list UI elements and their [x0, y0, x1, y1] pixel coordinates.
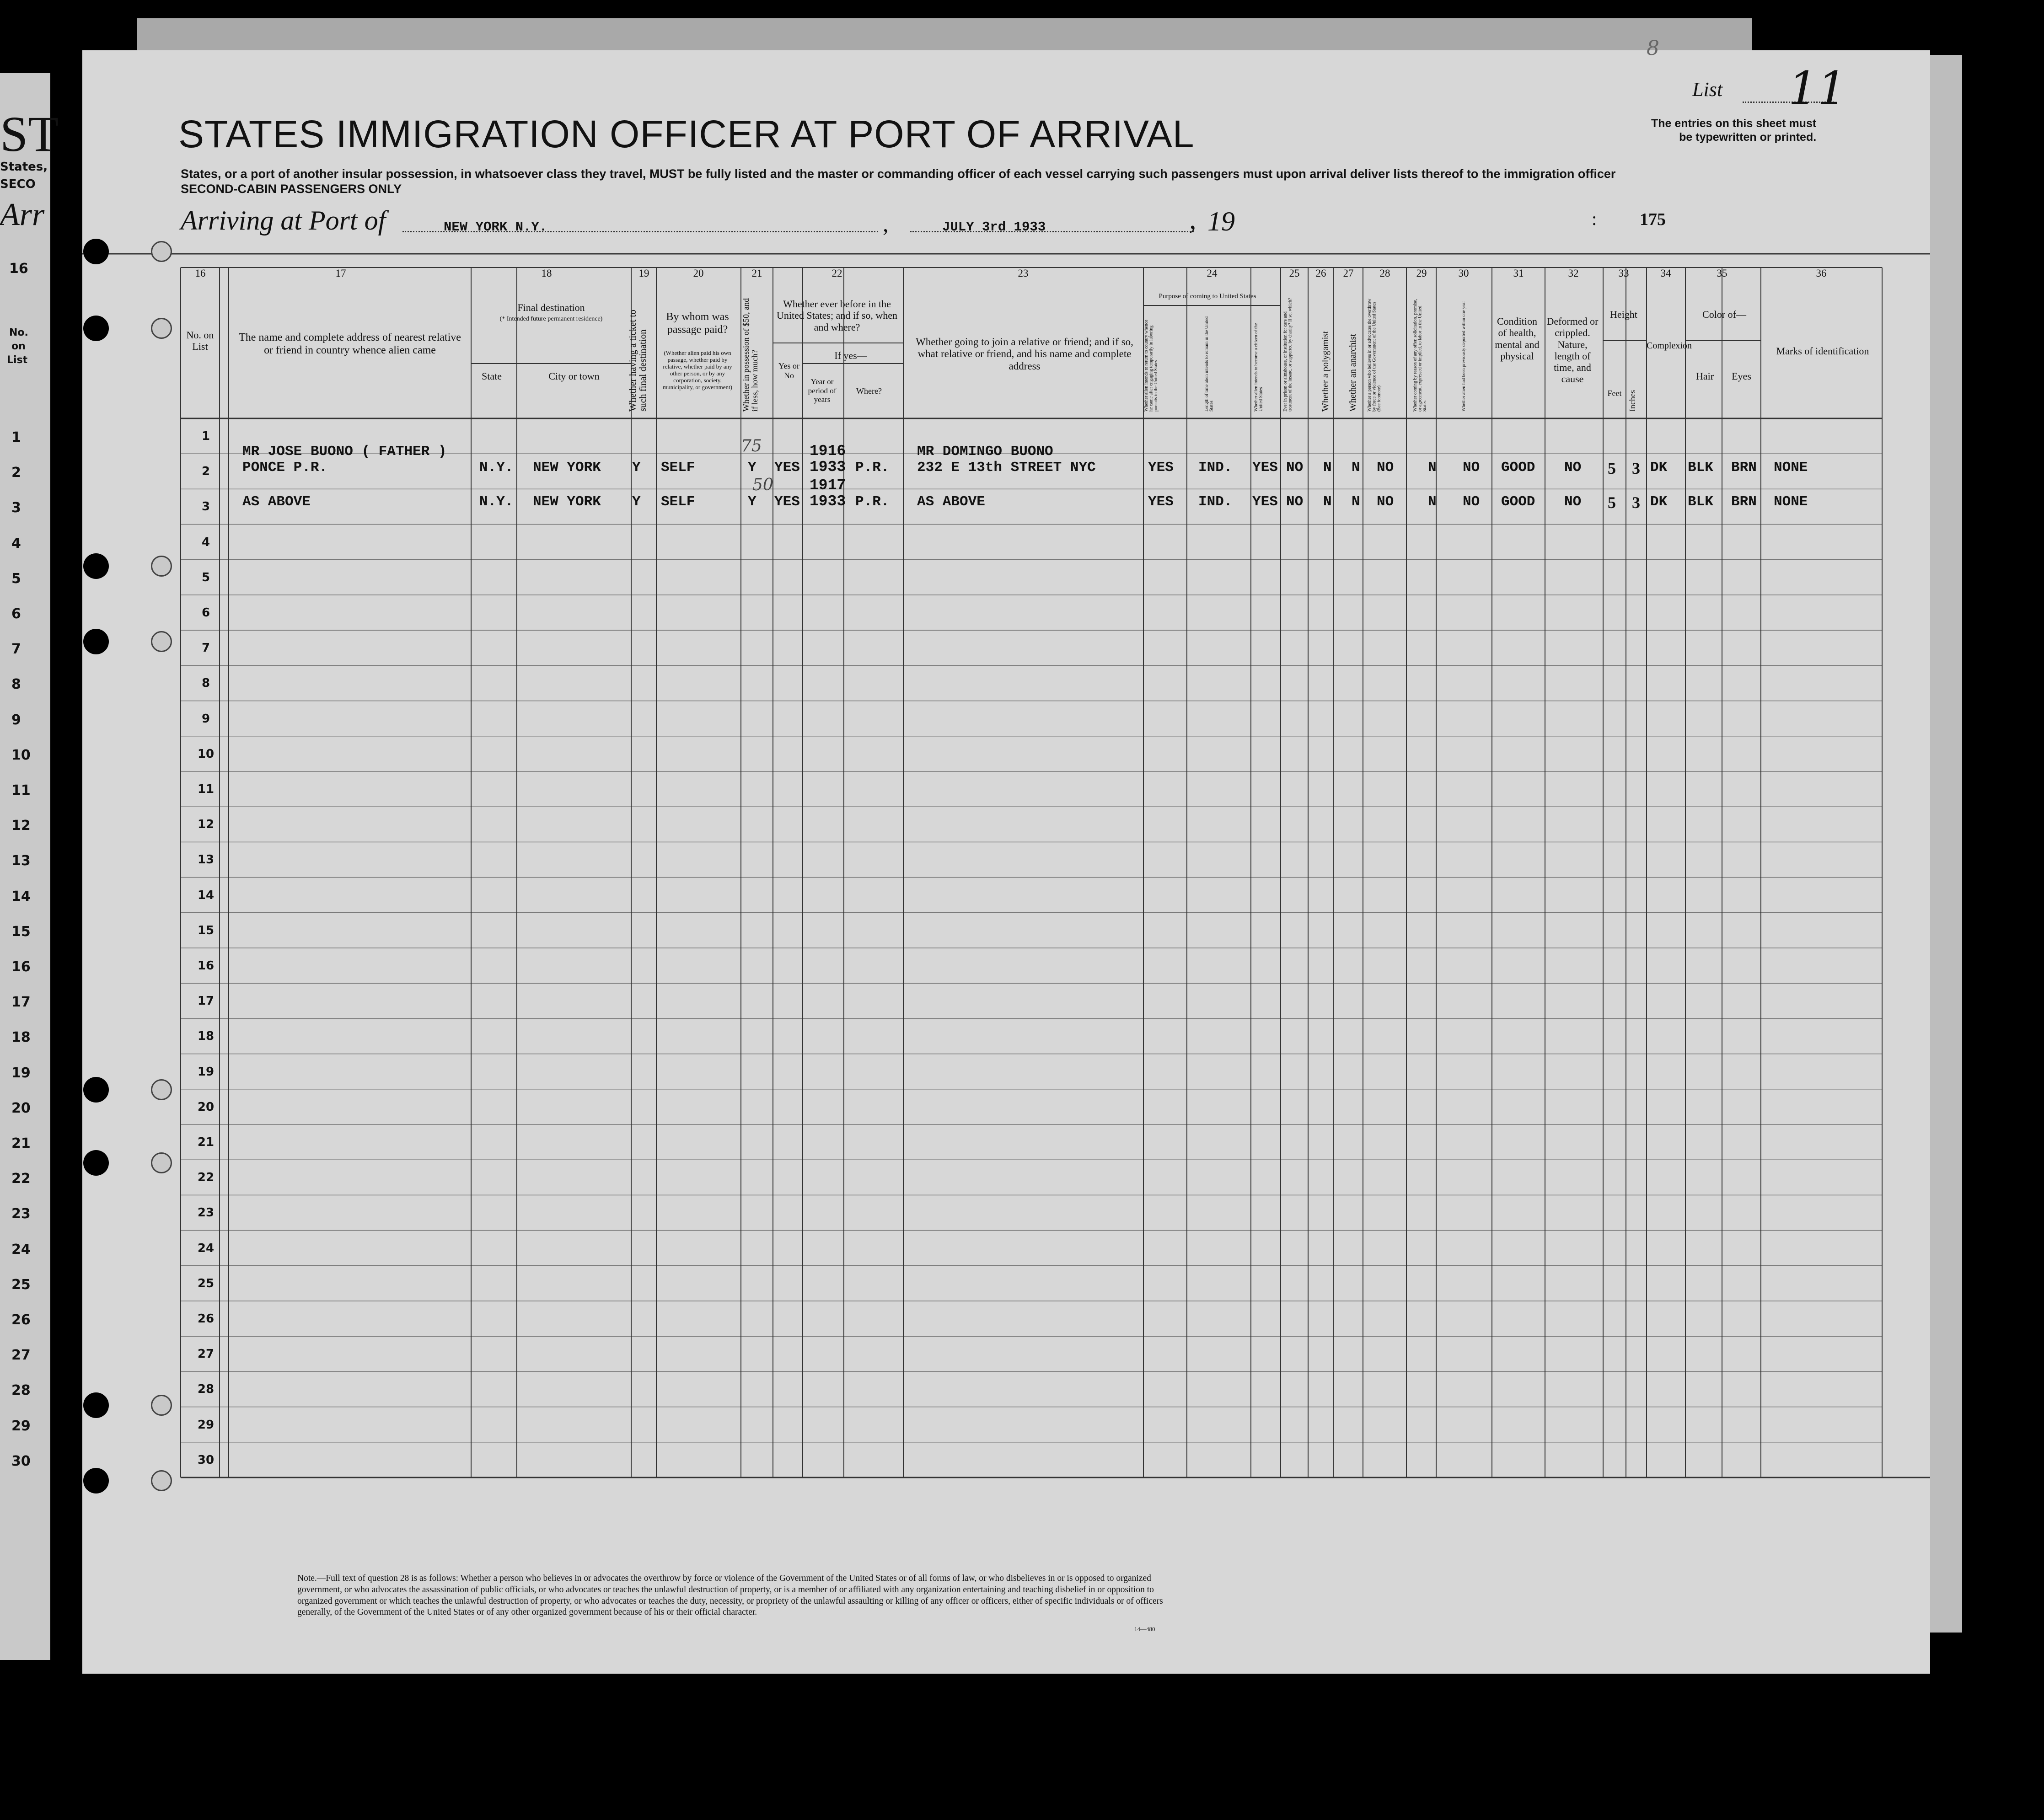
anarchist-value: N: [1352, 460, 1360, 476]
row-number: 16: [197, 959, 215, 973]
money-handwritten: 50: [752, 476, 773, 494]
join-address: 232 E 13th STREET NYC: [917, 460, 1096, 476]
relative-name: AS ABOVE: [242, 494, 311, 510]
column-number: 27: [1343, 268, 1354, 279]
row-number: 22: [197, 1171, 215, 1185]
left-row-number: 13: [11, 853, 31, 869]
binder-hole: [83, 1150, 109, 1176]
column-number: 30: [1458, 268, 1469, 279]
year-value: 1933: [810, 459, 846, 476]
column-number: 33: [1618, 268, 1629, 279]
row-number: 9: [201, 712, 210, 726]
column-number: 16: [195, 268, 206, 279]
year-value: 1916: [810, 443, 846, 460]
q28-value: NO: [1377, 460, 1394, 476]
deformed-value: NO: [1564, 460, 1582, 476]
binder-hole-ring: [151, 631, 172, 652]
left-row-number: 19: [11, 1065, 31, 1081]
header-no-on-list: No. on List: [186, 329, 214, 353]
header-before-in-us: Whether ever before in the United States; and if so, when and where?: [777, 298, 897, 333]
header-eyes: Eyes: [1732, 370, 1751, 382]
header-marks: Marks of identification: [1776, 345, 1869, 357]
binder-hole: [83, 239, 109, 264]
column-number: 23: [1018, 268, 1029, 279]
row-number: 24: [197, 1241, 215, 1255]
left-row-number: 17: [11, 994, 31, 1011]
where-value: P.R.: [855, 460, 890, 476]
left-row-number: 22: [11, 1171, 31, 1187]
header-inches: Inches: [1628, 390, 1637, 412]
header-city: City or town: [548, 370, 600, 382]
row-number: 1: [201, 429, 210, 443]
purpose-return-value: YES: [1148, 494, 1174, 510]
corner-mark: 8: [1647, 37, 1659, 60]
q29-value: N: [1428, 494, 1437, 510]
before-us-value: YES: [774, 460, 800, 476]
row-number: 26: [197, 1312, 215, 1326]
row-number: 2: [201, 465, 210, 479]
q28-value: NO: [1377, 494, 1394, 510]
header-state: State: [482, 370, 502, 382]
left-row-number: 2: [11, 465, 21, 481]
before-us-value: YES: [774, 494, 800, 510]
binder-hole-ring: [151, 556, 172, 577]
binder-hole: [83, 553, 109, 579]
row-number: 18: [197, 1029, 215, 1044]
left-row-number: 23: [11, 1206, 31, 1222]
complexion-value: DK: [1650, 494, 1668, 510]
page-number: 175: [1640, 210, 1666, 229]
column-number: 31: [1513, 268, 1524, 279]
feet-value: 5: [1608, 493, 1616, 512]
instructions-text: States, or a port of another insular possession, in whatsoever class they travel, MUST be fully listed and the master or commanding officer of each vessel carrying such passengers must upon arrival deliver lists thereof to the immigration officer: [181, 167, 1616, 181]
row-number: 13: [197, 853, 215, 867]
header-hair: Hair: [1695, 370, 1714, 382]
where-value: P.R.: [855, 494, 890, 510]
prison-value: NO: [1286, 460, 1304, 476]
eyes-value: BRN: [1731, 460, 1757, 476]
header-feet: Feet: [1607, 389, 1622, 398]
header-purpose-citizen: Whether alien intends to become a citizen of the United States: [1254, 323, 1264, 412]
list-label: List: [1692, 78, 1723, 101]
marks-value: NONE: [1774, 494, 1808, 510]
header-color-of: Color of—: [1702, 309, 1746, 320]
entries-instruction: The entries on this sheet must be typewritten or printed.: [1651, 117, 1817, 144]
binder-hole-ring: [151, 1079, 172, 1100]
year-prefix: 19: [1207, 206, 1235, 236]
money-value: Y: [748, 494, 756, 510]
purpose-return-value: YES: [1148, 460, 1174, 476]
row-number: 3: [201, 500, 210, 514]
left-row-number: 18: [11, 1029, 31, 1046]
money-handwritten: 75: [741, 437, 762, 455]
left-row-number: 6: [11, 606, 21, 622]
binder-hole-ring: [151, 1470, 172, 1491]
column-number: 25: [1289, 268, 1300, 279]
hair-value: BLK: [1688, 494, 1713, 510]
left-row-number: 27: [11, 1347, 31, 1364]
inches-value: 3: [1632, 493, 1640, 512]
left-row-number: 20: [11, 1100, 31, 1116]
header-passage-paid: By whom was passage paid?: [666, 311, 729, 336]
left-row-number: 10: [11, 747, 31, 763]
complexion-value: DK: [1650, 460, 1668, 476]
left-row-number: 16: [11, 959, 31, 975]
left-row-number: 9: [11, 712, 21, 728]
purpose-citizen-value: YES: [1252, 460, 1278, 476]
column-number: 36: [1816, 268, 1827, 279]
header-complexion: Complexion: [1647, 341, 1692, 351]
state-value: N.Y.: [479, 494, 514, 510]
header-q28: Whether a person who believes in or advocates the overthrow by force or violence of the Government of the United States (See footnote): [1367, 299, 1382, 412]
row-number: 28: [197, 1382, 215, 1397]
column-number: 32: [1568, 268, 1579, 279]
paid-by-value: SELF: [661, 460, 695, 476]
left-row-number: 26: [11, 1312, 31, 1328]
eyes-value: BRN: [1731, 494, 1757, 510]
purpose-length-value: IND.: [1198, 460, 1233, 476]
header-if-yes: If yes—: [834, 350, 867, 361]
header-q29: Whether coming by reason of any offer, solicitation, promise, or agreement, expressed or implied, to labor in the United States: [1413, 299, 1427, 412]
prison-value: NO: [1286, 494, 1304, 510]
header-ticket: Whether having a ticket to such final destination: [627, 310, 649, 412]
row-number: 11: [197, 782, 215, 796]
header-final-destination: Final destination: [517, 302, 585, 313]
row-number: 23: [197, 1206, 215, 1220]
header-yes-no: Yes or No: [778, 361, 799, 380]
binder-hole-ring: [151, 1395, 172, 1416]
arriving-label: Arriving at Port of: [181, 205, 386, 236]
row-number: 6: [201, 606, 210, 620]
form-number: 14—480: [1134, 1626, 1155, 1633]
header-year: Year or period of years: [808, 377, 837, 404]
row-number: 8: [201, 676, 210, 691]
binder-hole: [83, 1077, 109, 1103]
join-name: AS ABOVE: [917, 494, 985, 510]
left-row-number: 12: [11, 818, 31, 834]
header-where: Where?: [856, 386, 882, 396]
header-passage-paid-sub: (Whether alien paid his own passage, whether paid by relative, whether paid by any other person, or by any corporation, society, municipality, or government): [663, 349, 732, 391]
header-deformed: Deformed or crippled. Nature, length of time, and cause: [1546, 316, 1599, 385]
binder-hole: [83, 1392, 109, 1418]
join-name: MR DOMINGO BUONO: [917, 444, 1053, 460]
polygamist-value: N: [1323, 494, 1332, 510]
binder-hole: [83, 629, 109, 654]
row-number: 7: [201, 641, 210, 655]
hair-value: BLK: [1688, 460, 1713, 476]
left-row-number: 1: [11, 429, 21, 445]
header-fifty-dollars: Whether in possession of $50, and if less, how much?: [741, 298, 759, 412]
binder-hole: [83, 316, 109, 341]
header-purpose-return: Whether alien intends to return to country whence he came after engaging temporarily in laboring pursuits in the United States: [1144, 320, 1159, 412]
header-final-destination-sub: (* Intended future permanent residence): [499, 316, 603, 322]
column-number: 28: [1379, 268, 1390, 279]
row-number: 30: [197, 1453, 215, 1467]
left-row-number: 21: [11, 1135, 31, 1151]
row-number: 29: [197, 1418, 215, 1432]
port-value: NEW YORK N.Y.: [444, 219, 547, 235]
purpose-citizen-value: YES: [1252, 494, 1278, 510]
left-row-number: 15: [11, 923, 31, 940]
row-number: 5: [201, 570, 210, 584]
header-prison: Ever in prison or almshouse, or institution for care and treatment of the insane, or supported by charity? If so, which?: [1283, 298, 1293, 412]
left-fragment-title: ST: [0, 106, 59, 162]
left-row-number: 4: [11, 535, 21, 551]
row-number: 14: [197, 888, 215, 902]
deported-value: NO: [1463, 460, 1480, 476]
binder-hole-ring: [151, 241, 172, 262]
header-health: Condition of health, mental and physical: [1495, 316, 1540, 362]
column-number: 17: [335, 268, 346, 279]
column-number: 20: [693, 268, 704, 279]
binder-hole-ring: [151, 1152, 172, 1173]
purpose-length-value: IND.: [1198, 494, 1233, 510]
health-value: GOOD: [1501, 494, 1535, 510]
paid-by-value: SELF: [661, 494, 695, 510]
column-number: 22: [832, 268, 842, 279]
q29-value: N: [1428, 460, 1437, 476]
row-number: 19: [197, 1065, 215, 1079]
page-title: STATES IMMIGRATION OFFICER AT PORT OF ARRIVAL: [178, 112, 1195, 155]
marks-value: NONE: [1774, 460, 1808, 476]
left-row-number: 8: [11, 676, 21, 693]
inches-value: 3: [1632, 459, 1640, 477]
state-value: N.Y.: [479, 460, 514, 476]
header-anarchist: Whether an anarchist: [1348, 334, 1358, 412]
row-number: 20: [197, 1100, 215, 1114]
left-adjacent-page-fragment: ST States, SECO Arr 16 No. on List 1 2 3 4 5 6 7 8 9 10 11 12 13 14 15 16 17 18 19 20 21 22 23 24 25 26 27 28 29 30: [0, 73, 50, 1660]
left-row-number: 28: [11, 1382, 31, 1399]
relative-address: PONCE P.R.: [242, 460, 328, 476]
ticket-value: Y: [632, 460, 641, 476]
header-relative: The name and complete address of nearest relative or friend in country whence alien came: [239, 332, 461, 356]
row-number: 15: [197, 923, 215, 937]
row-number: 27: [197, 1347, 215, 1361]
left-row-number: 24: [11, 1241, 31, 1258]
footnote-question-28: Note.—Full text of question 28 is as follows: Whether a person who believes in or advocates the overthrow by force or violence of the Government of the United States or of all forms of law, or who disbelieves in or is opposed to organized government, or who advocates the assassination of public officials, or who advocates or teaches the unlawful destruction of property, or is a member of or affiliated with any organization entertaining and teaching disbelief in or opposition to organized government or which teaches the unlawful destruction of property, or who advocates or teaches the duty, necessity, or propriety of the unlawful assaulting or killing of any officer or officers, either of specific individuals or of officers generally, of the Government of the United States or of any other organized government because of his or their official character.: [297, 1574, 1163, 1617]
feet-value: 5: [1608, 459, 1616, 477]
health-value: GOOD: [1501, 460, 1535, 476]
row-number: 4: [201, 535, 210, 549]
list-number: 11: [1788, 62, 1847, 115]
column-number: 19: [638, 268, 649, 279]
left-row-number: 5: [11, 570, 21, 587]
left-row-number: 7: [11, 641, 21, 658]
city-value: NEW YORK: [533, 460, 601, 476]
city-value: NEW YORK: [533, 494, 601, 510]
year-value: 1917: [810, 477, 846, 494]
column-number: 18: [541, 268, 552, 279]
binder-hole: [83, 1468, 109, 1493]
left-row-number: 3: [11, 500, 21, 516]
anarchist-value: N: [1352, 494, 1360, 510]
header-height: Height: [1610, 309, 1637, 320]
column-number: 24: [1207, 268, 1218, 279]
column-number: 29: [1416, 268, 1427, 279]
row-number: 21: [197, 1135, 215, 1149]
deformed-value: NO: [1564, 494, 1582, 510]
row-number: 17: [197, 994, 215, 1008]
deported-value: NO: [1463, 494, 1480, 510]
year-value: 1933: [810, 493, 846, 510]
header-join-relative: Whether going to join a relative or friend; and if so, what relative or friend, and his name and complete address: [916, 336, 1133, 372]
column-number: 26: [1315, 268, 1326, 279]
left-row-number: 11: [11, 782, 31, 798]
class-label: SECOND-CABIN PASSENGERS ONLY: [181, 182, 402, 196]
polygamist-value: N: [1323, 460, 1332, 476]
left-row-number: 29: [11, 1418, 31, 1434]
header-deported: Whether alien had been previously deported within one year: [1461, 301, 1466, 412]
header-purpose-length: Length of time alien intends to remain in the United States: [1204, 316, 1214, 412]
column-number: 34: [1660, 268, 1671, 279]
column-number: 35: [1717, 268, 1727, 279]
row-number: 12: [197, 818, 215, 832]
ticket-value: Y: [632, 494, 641, 510]
header-polygamist: Whether a polygamist: [1320, 331, 1330, 412]
left-row-number: 30: [11, 1453, 31, 1469]
row-number: 10: [197, 747, 215, 761]
left-row-number: 14: [11, 888, 31, 905]
money-value: Y: [748, 460, 756, 476]
column-number: 21: [751, 268, 762, 279]
row-number: 25: [197, 1276, 215, 1290]
arrival-date: JULY 3rd 1933: [942, 219, 1046, 235]
binder-hole-ring: [151, 318, 172, 339]
header-purpose: Purpose of coming to United States: [1159, 293, 1256, 300]
relative-name: MR JOSE BUONO ( FATHER ): [242, 444, 447, 460]
left-row-number: 25: [11, 1276, 31, 1293]
